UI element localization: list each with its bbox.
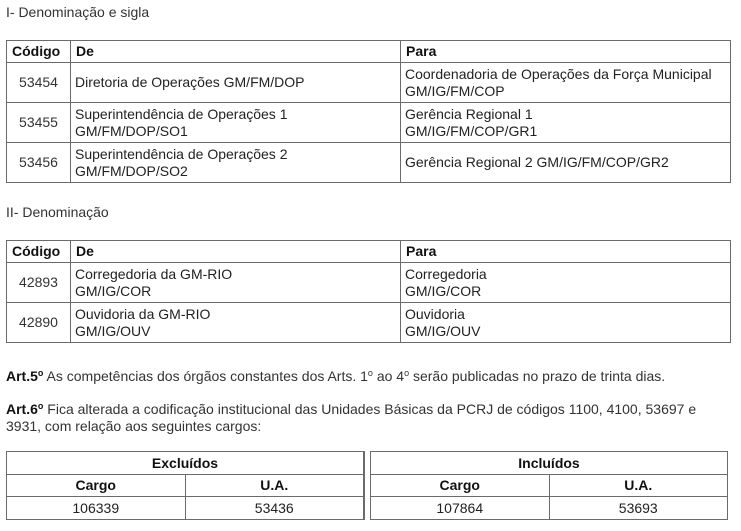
from-line-1: Corregedoria da GM-RIO [75,265,233,282]
section-1-title: I- Denominação e sigla [6,4,150,20]
ordinal: o [37,368,44,378]
table-row [7,263,731,303]
table-header-row [7,241,731,263]
header-para: Para [401,241,731,263]
to-line-1: Ouvidoria [405,305,465,322]
to-line-1: Coordenadoria de Operações da Força Municipal [405,65,712,82]
article-5-text-a: As competências dos órgãos constantes dos Arts. 1 [43,368,368,384]
article-5-label: Art.5 [6,368,38,384]
to-line-2: GM/IG/FM/COP [405,82,505,99]
from-line-1: Ouvidoria da GM-RIO [75,305,211,322]
section-2-title: II- Denominação [6,204,109,220]
included-ua: 53693 [549,497,728,520]
to-line-1: Corregedoria [405,265,487,282]
row-code: 53455 [7,103,71,143]
included-table [370,451,728,520]
row-from [71,143,401,183]
ordinal: o [367,368,373,378]
article-6-text: Fica alterada a codificação institucional das Unidades Básicas da PCRJ de códigos 1100, 4100, 53697 e 3931, com relação aos seguintes cargos: [6,401,697,434]
to-line-2: GM/IG/COR [405,282,482,299]
from-line-2: GM/IG/COR [75,282,152,299]
table-row [371,497,728,520]
from-line-1: Diretoria de Operações GM/FM/DOP [75,74,305,90]
included-header-cargo: Cargo [371,474,550,497]
row-code: 53456 [7,143,71,183]
from-line-2: GM/IG/OUV [75,322,151,339]
row-code: 42893 [7,263,71,303]
table-row [7,303,731,343]
header-de: De [71,41,401,63]
row-to [401,63,731,103]
to-line-2: GM/IG/FM/COP/GR1 [405,122,538,139]
excluded-header-cargo: Cargo [7,474,186,497]
table-row [7,497,364,520]
article-5-text-b: ao 4 [372,368,405,384]
included-header-ua: U.A. [549,474,728,497]
from-line-1: Superintendência de Operações 1 [75,105,288,122]
included-title: Incluídos [371,452,728,475]
article-6-label: Art.6 [6,401,38,417]
article-5-text-c: serão publicadas no prazo de trinta dias. [409,368,666,384]
from-line-2: GM/FM/DOP/SO1 [75,122,188,139]
ordinal: o [37,401,44,411]
row-from [71,263,401,303]
row-from [71,303,401,343]
table-row [7,103,731,143]
to-line-1: Gerência Regional 2 GM/IG/FM/COP/GR2 [405,154,669,170]
to-line-1: Gerência Regional 1 [405,105,533,122]
header-para: Para [401,41,731,63]
row-from [71,103,401,143]
article-5 [6,365,734,385]
from-line-1: Superintendência de Operações 2 [75,145,288,162]
article-6 [6,398,734,435]
excluded-table [6,451,364,520]
row-to [401,303,731,343]
header-codigo: Código [7,241,71,263]
excluded-ua: 53436 [185,497,364,520]
cargos-table [6,451,731,520]
table-row [7,143,731,183]
row-code: 42890 [7,303,71,343]
denominacao-sigla-table [6,40,731,183]
from-line-2: GM/FM/DOP/SO2 [75,162,188,179]
row-to [401,263,731,303]
excluded-header-ua: U.A. [185,474,364,497]
table-row [7,63,731,103]
denominacao-table [6,240,731,343]
included-cargo: 107864 [371,497,550,520]
header-codigo: Código [7,41,71,63]
row-from [71,63,401,103]
header-de: De [71,241,401,263]
row-to [401,103,731,143]
to-line-2: GM/IG/OUV [405,322,481,339]
row-code: 53454 [7,63,71,103]
row-to [401,143,731,183]
table-header-row [7,41,731,63]
excluded-title: Excluídos [7,452,364,475]
ordinal: o [404,368,410,378]
excluded-cargo: 106339 [7,497,186,520]
